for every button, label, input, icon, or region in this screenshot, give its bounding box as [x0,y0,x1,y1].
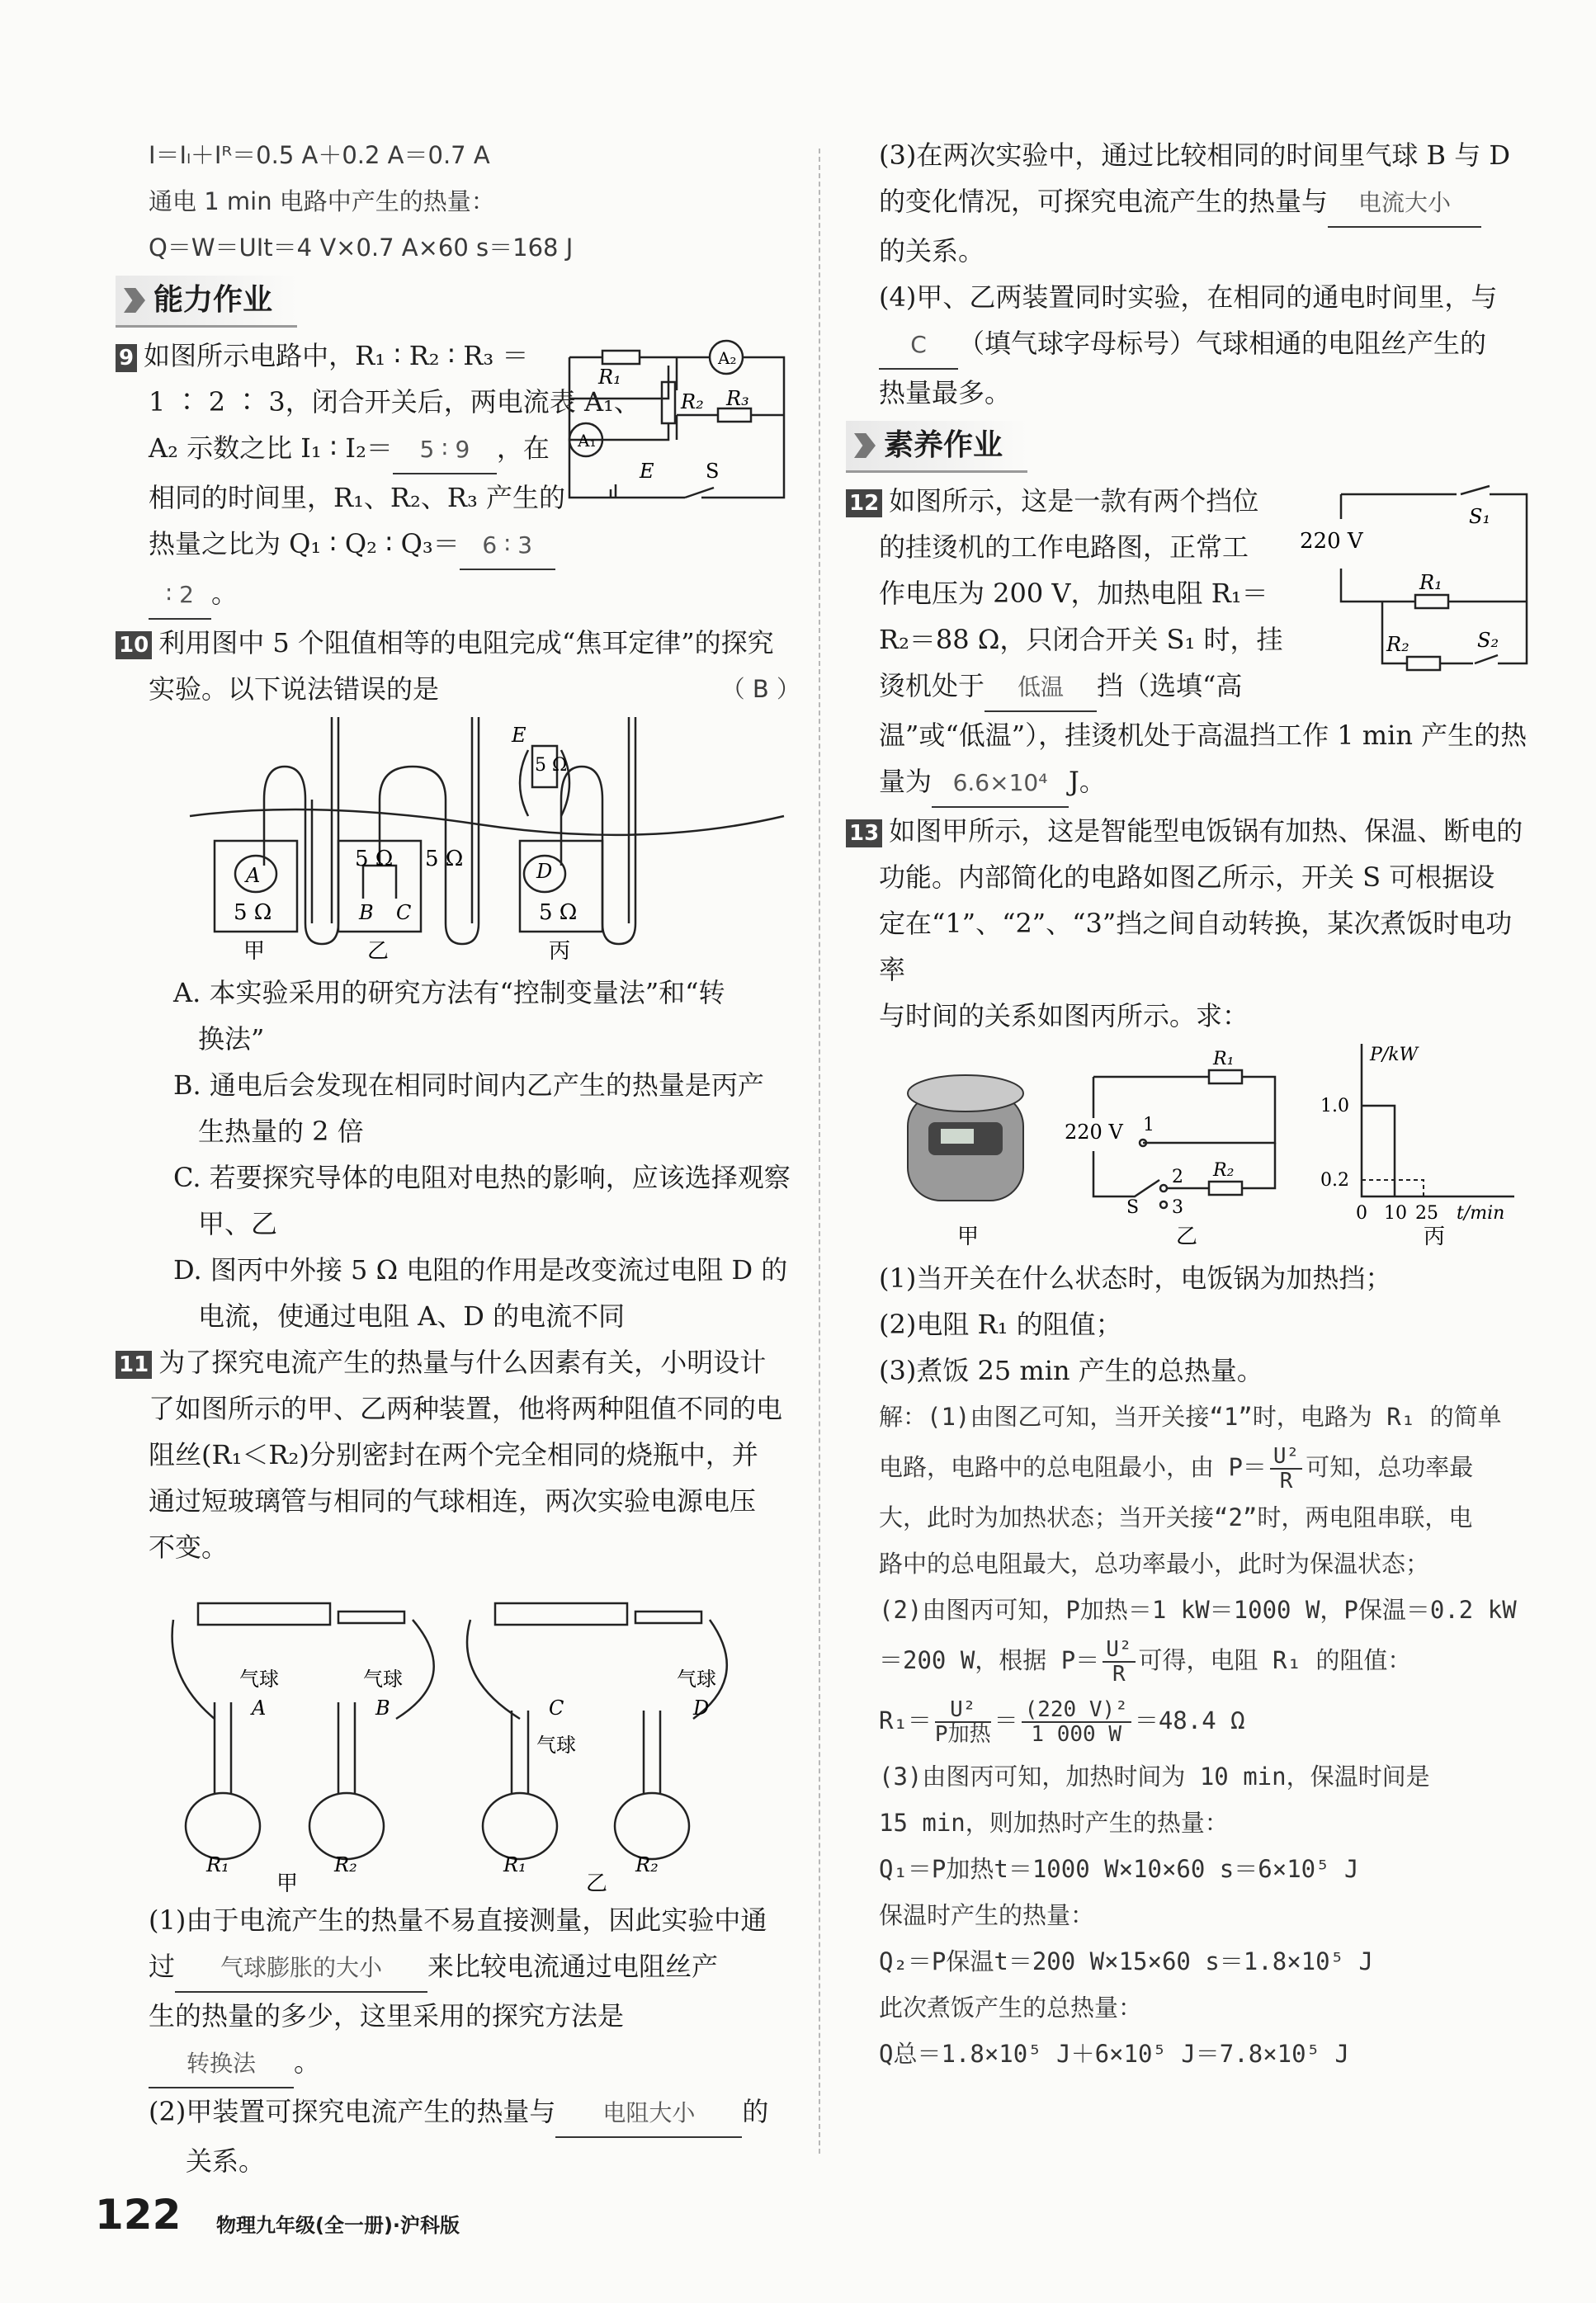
q12-fig-S2: S₂ [1477,629,1499,652]
q9-fig-R2: R₂ [681,390,704,413]
fraction-3-den: P加热 [934,1722,991,1747]
q11-sub1-text-3: 来比较电流通过电阻丝产 [427,1951,719,1982]
q11-sub1-answer-1: 气球膨胀的大小 [175,1945,427,1993]
q13-graph-x1: 10 [1384,1203,1407,1224]
q13-figures [879,1044,1531,1250]
q11-flask-apparatus-diagram [149,1579,800,1892]
solution-line-6b: 可得，电阻 R₁ 的阻值： [1138,1646,1412,1674]
q13-fig-pos-3: 3 [1172,1197,1183,1218]
fraction-1-den: R [1279,1469,1293,1494]
q12-text-3: 作电压为 200 V，加热电阻 R₁＝ [879,578,1268,609]
right-column [849,132,1531,2077]
q13-part-1: (1)当开关在什么状态时，电饭锅为加热挡； [879,1262,1392,1294]
solution-line-13: 此次煮饭产生的总热量： [879,1994,1143,2022]
q9-fig-R1: R₁ [598,366,621,389]
q11-text-2: 了如图所示的甲、乙两种装置，他将两种阻值不同的电 [149,1393,783,1424]
solution-line-7c: ＝48.4 Ω [1134,1706,1245,1734]
q11-fig-B: B [375,1697,390,1720]
q10-option-d-line2: 电流，使通过电阻 A、D 的电流不同 [198,1300,626,1332]
q10-fig-r-4: 5 Ω [539,900,578,925]
q10-joule-apparatus-diagram [149,717,800,965]
q10-fig-r-2: 5 Ω [355,847,394,871]
q13-fig-R1: R₁ [1213,1049,1235,1069]
fraction-4 [1022,1698,1131,1746]
question-number-11: 11 [116,1351,152,1379]
q11-sub4-text-3: 热量最多。 [879,377,1012,408]
fraction-2-num: U² [1103,1638,1135,1663]
q13-fig-pos-2: 2 [1172,1167,1183,1187]
question-9 [119,333,800,620]
q9-text-4: 相同的时间里，R₁、R₂、R₃ 产生的 [149,482,565,513]
banner-title: 素养作业 [884,428,1003,462]
q10-fig-r-1: 5 Ω [234,900,272,925]
q11-sub3-text-1: (3)在两次实验中，通过比较相同的时间里气球 B 与 D [879,139,1511,171]
q9-text-3b: ，在 [496,432,550,464]
rice-cooker-image [908,1075,1023,1201]
q9-fig-S: S [706,460,720,483]
q13-fig-yi: 乙 [1176,1225,1198,1249]
q13-graph-x2: 25 [1415,1203,1438,1224]
question-12 [849,478,1531,808]
q10-fig-C: C [396,901,412,924]
solution-line-6a: ＝200 W，根据 P＝ [879,1646,1100,1674]
q12-fig-S1: S₁ [1469,505,1491,528]
q10-text-2: 实验。以下说法错误的是 [149,673,440,705]
q10-option-c [173,1154,800,1247]
solution-line-10: Q₁＝P加热t＝1000 W×10×60 s＝6×10⁵ J [879,1855,1359,1883]
q11-sub1-text-5: 。 [294,2046,321,2078]
q11-sub1-text-2: 过 [149,1951,176,1982]
q12-fig-voltage: 220 V [1300,529,1363,554]
q13-graph-y2: 0.2 [1320,1170,1349,1191]
q10-fig-jia: 甲 [243,939,266,964]
q12-fig-R1: R₁ [1419,571,1443,594]
fraction-3-num: U² [935,1698,991,1723]
q10-fig-B: B [359,901,374,924]
left-column [119,132,800,2184]
q11-sub3-text-3: 的关系。 [879,235,985,267]
q12-text-6: 温”或“低温”），挂烫机处于高温挡工作 1 min 产生的热 [879,720,1528,751]
solution-line-2a: 电路，电路中的总电阻最小，由 P＝ [879,1453,1267,1481]
q11-fig-R2-yi: R₂ [635,1853,659,1876]
q9-answer-2a: 6 ∶ 3 [460,522,555,570]
q12-text-5: 烫机处于 [879,670,985,701]
q11-text-5: 不变。 [149,1531,229,1563]
solution-line-2b: 可知，总功率最 [1306,1453,1474,1481]
q11-sub2-text-1: (2)甲装置可探究电流产生的热量与 [149,2096,556,2127]
continued-line-3: Q＝W＝UIt＝4 V×0.7 A×60 s＝168 J [149,234,574,262]
q11-fig-C: C [549,1697,564,1720]
q11-sub4-answer: C [879,322,958,370]
fraction-1-num: U² [1270,1445,1302,1470]
q9-fig-A1: A₁ [578,431,597,451]
q13-fig-bing: 丙 [1424,1225,1446,1249]
page-number: 122 [95,2191,182,2239]
q13-solution [879,1394,1531,2077]
q10-fig-yi: 乙 [367,939,390,964]
q9-fig-A2: A₂ [718,348,737,368]
fraction-4-den: 1 000 W [1031,1722,1121,1747]
question-number-9: 9 [116,344,137,372]
q9-text-6: 。 [211,578,238,609]
q12-text-2: 的挂烫机的工作电路图，正常工 [879,531,1249,563]
fraction-3 [935,1698,991,1746]
q11-sub1-text-4: 生的热量的多少，这里采用的探究方法是 [149,2000,625,2032]
q13-part-2: (2)电阻 R₁ 的阻值； [879,1309,1122,1340]
q10-text-1: 利用图中 5 个阻值相等的电阻完成“焦耳定律”的探究 [158,627,774,658]
q10-fig-A: A [246,864,261,887]
q12-answer-1: 低温 [985,664,1097,712]
q11-sub2-answer: 电阻大小 [555,2090,742,2138]
q10-fig-bing: 丙 [549,939,571,964]
q11-sub1-text-1: (1)由于电流产生的热量不易直接测量，因此实验中通 [149,1904,767,1936]
q12-circuit-diagram [1300,478,1531,676]
solution-line-5: (2)由图丙可知，P加热＝1 kW＝1000 W，P保温＝0.2 kW [879,1596,1517,1624]
q11-sub3-answer: 电流大小 [1328,180,1481,228]
q13-text-1: 如图甲所示，这是智能型电饭锅有加热、保温、断电的 [889,815,1523,847]
book-title: 物理九年级(全一册)·沪科版 [216,2214,460,2237]
solution-line-12: Q₂＝P保温t＝200 W×15×60 s＝1.8×10⁵ J [879,1947,1373,1975]
q9-text-1: 如图所示电路中，R₁ ∶ R₂ ∶ R₃ ＝ [144,340,529,371]
q9-text-3: A₂ 示数之比 I₁ ∶ I₂＝ [149,432,393,464]
q10-option-d-line1: D. 图丙中外接 5 Ω 电阻的作用是改变流过电阻 D 的 [173,1254,788,1286]
q11-sub2-text-3: 关系。 [186,2145,266,2177]
q10-option-a-line2: 换法” [198,1023,265,1055]
arrow-icon [124,288,145,313]
q11-fig-jia: 甲 [276,1871,299,1892]
q13-fig-voltage: 220 V [1065,1121,1123,1144]
q11-fig-R2-jia: R₂ [334,1853,357,1876]
q11-sub4-text-2: （填气球字母标号）气球相通的电阻丝产生的 [958,328,1487,359]
fraction-2 [1103,1638,1135,1686]
column-divider [819,149,820,2154]
solution-line-7b: ＝ [994,1706,1018,1734]
q12-text-4: R₂＝88 Ω，只闭合开关 S₁ 时，挂 [879,624,1283,655]
q11-sub2-text-2: 的 [742,2096,769,2127]
fraction-4-num: (220 V)² [1022,1698,1131,1723]
solution-line-3: 大，此时为加热状态；当开关接“2”时，两电阻串联，电 [879,1503,1473,1531]
q9-text-5: 热量之比为 Q₁ ∶ Q₂ ∶ Q₃＝ [149,528,460,559]
q10-option-b [173,1062,800,1154]
q13-fig-jia: 甲 [957,1225,980,1249]
question-11 [119,1339,800,2184]
q10-answer: （ B ） [720,675,800,703]
q11-fig-R1-jia: R₁ [206,1853,229,1876]
q13-graph-x0: 0 [1356,1203,1367,1224]
q10-option-b-line1: B. 通电后会发现在相同时间内乙产生的热量是丙产 [173,1069,764,1101]
q13-fig-pos-1: 1 [1143,1115,1155,1135]
q13-part-3: (3)煮饭 25 min 产生的总热量。 [879,1355,1263,1386]
q11-fig-yi: 乙 [586,1871,608,1892]
q13-power-time-graph [1320,1044,1514,1224]
q12-fig-R2: R₂ [1386,633,1409,656]
question-number-12: 12 [846,489,882,517]
q10-option-c-line1: C. 若要探究导体的电阻对电热的影响，应该选择观察 [173,1162,791,1193]
q10-fig-D: D [536,860,553,883]
q9-answer-2b: ∶ 2 [149,572,211,620]
section-banner-literacy [846,421,1027,473]
arrow-icon [854,433,876,458]
fraction-2-den: R [1112,1662,1126,1687]
solution-line-8: (3)由图丙可知，加热时间为 10 min，保温时间是 [879,1763,1430,1791]
q10-fig-r-3: 5 Ω [425,847,464,871]
question-number-13: 13 [846,819,882,847]
solution-line-7a: R₁＝ [879,1706,932,1734]
q12-text-7b: J。 [1069,766,1106,797]
question-13 [849,808,1531,2077]
q10-option-a [173,970,800,1062]
q12-text-1: 如图所示，这是一款有两个挡位 [889,485,1259,517]
q10-fig-E: E [512,724,526,747]
section-banner-ability [116,276,297,328]
q13-graph-xlabel: t/min [1457,1203,1505,1224]
q11-fig-balloon-2: 气球 [363,1668,403,1691]
q11-fig-D: D [693,1697,710,1720]
solution-line-9: 15 min，则加热时产生的热量： [879,1809,1229,1837]
fraction-1 [1270,1445,1302,1493]
q12-text-5b: 挡（选填“高 [1097,670,1243,701]
q11-fig-R1-yi: R₁ [503,1853,526,1876]
q9-text-2: 1 ∶ 2 ∶ 3，闭合开关后，两电流表 A₁、 [149,386,640,418]
q13-graph-y1: 1.0 [1320,1096,1349,1116]
q13-graph-ylabel: P/kW [1370,1045,1419,1065]
q11-fig-balloon-3: 气球 [536,1734,576,1757]
q11-text-4: 通过短玻璃管与相同的气球相连，两次实验电源电压 [149,1485,757,1517]
q13-fig-R2: R₂ [1213,1160,1235,1181]
continued-line-1: I＝Iₗ＋Iᴿ＝0.5 A＋0.2 A＝0.7 A [149,141,490,169]
q12-text-7: 量为 [879,766,933,797]
q11-sub4-text-1: (4)甲、乙两装置同时实验，在相同的通电时间里，与 [879,281,1498,313]
q9-answer-1: 5 ∶ 9 [393,427,497,474]
q13-text-2: 功能。内部简化的电路如图乙所示，开关 S 可根据设 [879,861,1495,893]
question-10 [119,620,800,1339]
solution-line-14: Q总＝1.8×10⁵ J＋6×10⁵ J＝7.8×10⁵ J [879,2040,1349,2068]
q11-fig-balloon-4: 气球 [677,1668,716,1691]
q11-sub3-text-2: 的变化情况，可探究电流产生的热量与 [879,186,1329,217]
q11-fig-balloon-1: 气球 [239,1668,279,1691]
q13-fig-S: S [1126,1197,1140,1218]
q10-fig-r-5: 5 Ω [535,755,568,776]
q11-text-1: 为了探究电流产生的热量与什么因素有关，小明设计 [158,1347,767,1378]
q12-answer-2: 6.6×10⁴ [932,760,1069,808]
banner-title: 能力作业 [153,283,273,317]
continued-line-2: 通电 1 min 电路中产生的热量： [149,187,495,215]
q13-text-4: 与时间的关系如图丙所示。求： [879,1000,1249,1031]
q11-fig-A: A [252,1697,267,1720]
question-number-10: 10 [116,631,152,659]
solution-line-4: 路中的总电阻最大，总功率最小，此时为保温状态； [879,1550,1430,1578]
q11-sub1-answer-2: 转换法 [149,2041,294,2088]
q10-option-d [173,1247,800,1339]
q11-text-3: 阻丝(R₁＜R₂)分别密封在两个完全相同的烧瓶中，并 [149,1439,758,1470]
q10-option-b-line2: 生热量的 2 倍 [198,1116,364,1147]
solution-line-1: 解：(1)由图乙可知，当开关接“1”时，电路为 R₁ 的简单 [879,1403,1502,1431]
q13-text-3: 定在“1”、“2”、“3”挡之间自动转换，某次煮饭时电功率 [879,908,1513,985]
q9-fig-E: E [640,460,654,483]
q9-fig-R3: R₃ [726,387,749,410]
q10-option-a-line1: A. 本实验采用的研究方法有“控制变量法”和“转 [173,977,725,1008]
q9-circuit-diagram [561,333,800,522]
solution-line-11: 保温时产生的热量： [879,1901,1095,1929]
q10-option-c-line2: 甲、乙 [198,1208,278,1239]
